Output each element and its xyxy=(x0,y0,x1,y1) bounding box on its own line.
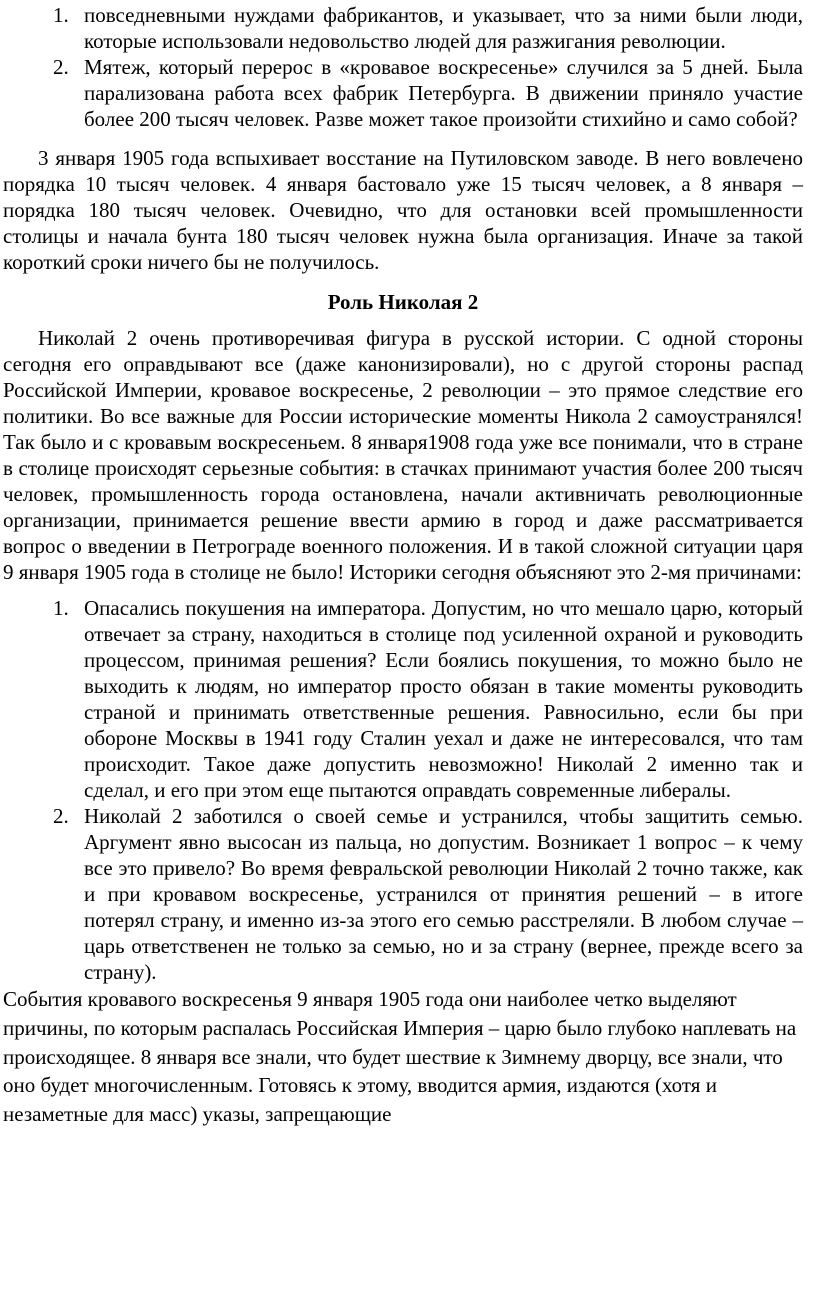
list-item xyxy=(3,595,803,803)
numbered-list-bottom xyxy=(3,595,803,985)
list-item-text: Мятеж, который перерос в «кровавое воскресенье» случился за 5 дней. Была парализована работа всех фабрик Петербурга. В движении приняло участие более 200 тысяч человек. Разве может такое произойти стихийно и само собой? xyxy=(84,55,803,131)
list-item-text: Николай 2 заботился о своей семье и устранился, чтобы защитить семью. Аргумент явно высосан из пальца, но допустим. Возникает 1 вопрос – к чему все это привело? Во время февральской революции Николай 2 точно также, как и при кровавом воскресенье, устранился от принятия решений – в итоге потерял страну, и именно из-за этого его семью расстреляли. В любом случае – царь ответственен не только за семью, но и за страну (вернее, прежде всего за страну). xyxy=(84,804,803,984)
paragraph-nicholas-role: Николай 2 очень противоречивая фигура в русской истории. С одной стороны сегодня его оправдывают все (даже канонизировали), но с другой стороны распад Российской Империи, кровавое воскресенье, 2 революции – это прямое следствие его политики. Во все важные для России исторические моменты Никола 2 самоустранялся! Так было и с кровавым воскресеньем. 8 января1908 года уже все понимали, что в стране в столице происходят серьезные события: в стачках принимают участия более 200 тысяч человек, промышленность города остановлена, начали активничать революционные организации, принимается решение ввести армию в город и даже рассматривается вопрос о введении в Петрограде военного положения. И в такой сложной ситуации царя 9 января 1905 года в столице не было! Историки сегодня объясняют это 2-мя причинами: xyxy=(3,326,803,584)
list-item-number: 1. xyxy=(53,3,69,27)
list-item xyxy=(3,2,803,54)
list-item-text: Опасались покушения на императора. Допустим, но что мешало царю, который отвечает за страну, находиться в столице под усиленной охраной и руководить процессом, принимая решения? Если боялись покушения, то можно было не выходить к людям, но император просто обязан в такие моменты руководить страной и принимать ответственные решения. Равносильно, если бы при обороне Москвы в 1941 году Сталин уехал и даже не интересовался, что там происходит. Такое даже допустить невозможно! Николай 2 именно так и сделал, и его при этом еще пытаются оправдать современные либералы. xyxy=(84,596,803,802)
list-item-number: 2. xyxy=(53,804,69,828)
list-item-text: повседневными нуждами фабрикантов, и указывает, что за ними были люди, которые использовали недовольство людей для разжигания революции. xyxy=(84,3,803,53)
section-heading: Роль Николая 2 xyxy=(327,290,479,314)
list-item-number: 2. xyxy=(53,55,69,79)
paragraph-bloody-sunday-events: События кровавого воскресенья 9 января 1905 года они наиболее четко выделяют причины, по которым распалась Российская Империя – царю было глубоко наплевать на происходящее. 8 января все знали, что будет шествие к Зимнему дворцу, все знали, что оно будет многочисленным. Готовясь к этому, вводится армия, издаются (хотя и незаметные для масс) указы, запрещающие xyxy=(3,987,797,1127)
list-item-number: 1. xyxy=(53,596,69,620)
list-item xyxy=(3,803,803,985)
numbered-list-top xyxy=(3,2,803,132)
list-item xyxy=(3,54,803,132)
paragraph-putilov-uprising: 3 января 1905 года вспыхивает восстание на Путиловском заводе. В него вовлечено порядка 10 тысяч человек. 4 января бастовало уже 15 тысяч человек, а 8 января – порядка 180 тысяч человек. Очевидно, что для остановки всей промышленности столицы и начала бунта 180 тысяч человек нужна была организация. Иначе за такой короткий сроки ничего бы не получилось. xyxy=(3,146,803,274)
